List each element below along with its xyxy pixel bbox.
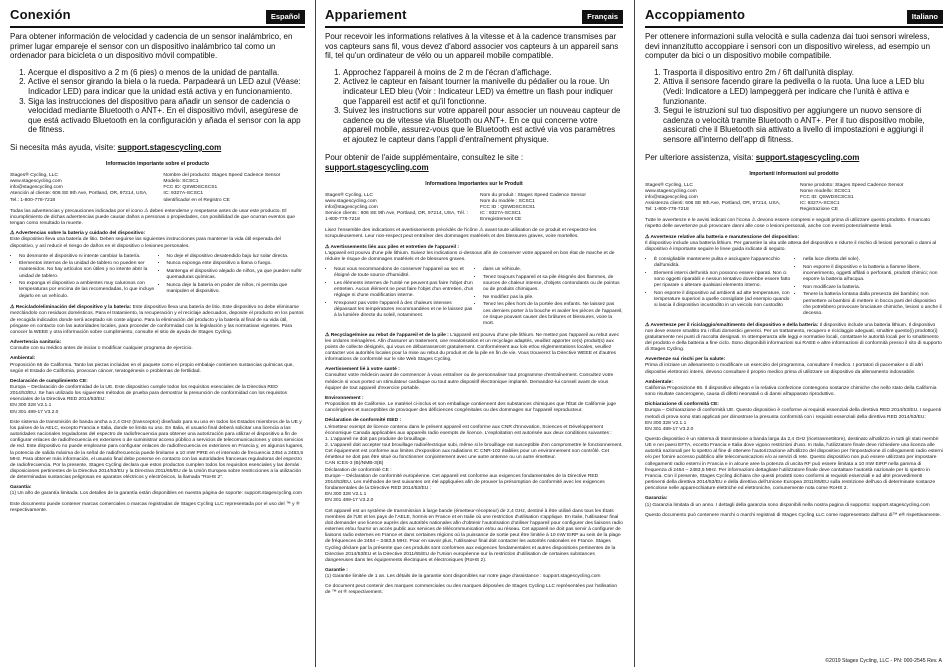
column-divider (634, 0, 635, 667)
step-item: 2. Active el sensor girando la biela o la rueda. Parpadeará un LED azul (Véase: Indicador LED) para indicar que la unidad está activa y en funcionamiento. (28, 77, 305, 96)
step-item: 1. Approchez l'appareil à moins de 2 m de l'écran d'affichage. (343, 68, 623, 78)
column-italian (645, 0, 943, 667)
recycling-text (325, 333, 623, 364)
section-header (325, 0, 623, 28)
step-item: 1. Trasporta il dispositivo entro 2m / 6ft dall'unità display. (663, 68, 943, 78)
compliance-heading: Déclaration de conformité ISED : (325, 418, 402, 424)
warranty-heading: Garanzia: (645, 496, 668, 502)
support-link[interactable]: support.stagescycling.com (117, 142, 222, 152)
warranty-text: (1) Un año de garantía limitada. Los detalles de la garantía están disponibles en nuestra página de soporte: support.stagescycling.com (10, 491, 302, 497)
contact-block (645, 183, 943, 214)
battery-bullets (10, 254, 305, 302)
recycling-heading: ⚠ Avvertenze per il riciclaggio/smaltimento del dispositivo e della batteria: (645, 322, 819, 328)
language-badge: Español (266, 10, 305, 24)
step-item: 1. Acerque el dispositivo a 2 m (6 pies) o menos de la unidad de pantalla. (28, 68, 305, 78)
bullet-item: • Tenez toujours l'appareil et sa pile éloignés des flammes, de sources de chaleur intense, d'objets contondants ou de pointus ou de produits chimiques. (483, 275, 623, 293)
contact-block (10, 173, 305, 204)
bullet-item: • N'exposez pas votre l'appareil à des chaleurs intenses dépassant les températures recommandées et ne le laissez pas à la lumière directe du soleil, notamment. (334, 301, 474, 319)
product-info-heading: Importanti informazioni sul prodotto (749, 170, 839, 177)
radio-text: Questo dispositivo è un sistema di trasmissione a banda larga da 2,4 GHz (ricetrasmettitore), destinato all'utilizzo in tutti gli stati membri UE e nei paesi EFTA, eccetto Francia e Italia dove vigono restrizioni d'uso. In Italia, l'utilizzatore finale deve richiedere una licenza alle autorità nazionali per lo spettro al fine di ottenere l'autorizzazione all'utilizzo del dispositivo per l'impostazione di collegamenti radio esterni e/o per fornire accesso pubblico alle telecomunicazioni e/o ai servizi di rete. Questo dispositivo non può essere utilizzato per impostare collegamenti radio esterni in Francia e in alcune aree la potenza di uscita RF può essere limitata a 10 mW EIRP nella gamma di frequenza di 2454 – 2483,5 MHz. Per informazioni dettagliate l'utilizzatore finale deve contattare l'autorità nazionale per lo spettro in Francia. Con il presente, Stages Cycling dichiara che questi prodotti sono conformi ai requisiti essenziali e ad altri provvedimenti pertinenti della direttiva 2014/53/EU e della direttiva dell'Unione Europea 2011/65/EU sulla restrizione dell'uso di determinate sostanze pericolose nelle apparecchiature elettriche ed elettroniche, comunemente nota come RoHS 2. (645, 437, 943, 492)
environment-heading: Ambientale: (645, 379, 673, 385)
battery-warning-text: L'appareil est pourvu d'une pile lithium. Suivez les indications ci-dessous afin de conserver votre appareil en bon état de marche et de réduire le risque de dommages matériels et de blessures graves. (325, 250, 615, 262)
contact-block (325, 193, 623, 224)
compliance-text: Europa – Declaración de conformidad de la UE. Este dispositivo cumple todos los requisitos esenciales de la Directiva RED 2014/53/EU. Se han utilizado los siguientes métodos de prueba para demostrar la presunción de conformidad con los requisitos esenciales de la Directiva RED 2014/53/EU: EN 300 328 V2.1.1 EN 301 489-17 V3.2.0 (10, 384, 288, 415)
support-line (325, 153, 623, 173)
health-heading: Avvertenze sui rischi per la salute: (645, 357, 726, 363)
bullet-item: • Elementi interni dell'unità non possono essere riparati. Non ci sono oggetti riparabili e nessun tentativo dovrebbe essere fatto per riparare o alterare qualsiasi elemento interno. (654, 271, 794, 289)
section-title: Accoppiamento (645, 7, 746, 22)
recycling-text (645, 323, 943, 354)
bullet-list-right (158, 254, 306, 302)
step-item: 2. Activez le capteur en faisant tourner la manivelle du pédalier ou la roue. Un indicateur LED bleu (Voir : Indicateur LED) va émettre un flash pour indiquer que l'appareil est actif et qu'il fonctionne. (343, 77, 623, 106)
column-divider (315, 0, 316, 667)
pairing-steps (10, 68, 305, 135)
compliance-heading: Dichiarazione di conformità CE: (645, 402, 719, 408)
warning-intro: Lisez l'ensemble des indications et avertissements précédés de l'icône ⚠ avant toute utilisation de ce produit et respectez-les scrupuleusement. Leur non-respect peut entraîner des dommages matériels et des blessures graves, voire mortelles. (325, 228, 597, 240)
bullet-list-right (474, 267, 623, 328)
health-text: Consultez votre médecin avant de commencer à vous entraîner ou de personnaliser tout programme d'entraînement. Consultez votre médecin si vous portez un stimulateur cardiaque ou tout autre dispositif électronique implanté. Demandez-lui conseil avant de vous équiper de tout appareil d'exercice portable. (325, 373, 614, 391)
support-text: Pour obtenir de l'aide supplémentaire, consultez le site : (325, 152, 524, 162)
step-item: 2. Attiva il sensore facendo girare la pedivella o la ruota. Una luce a LED blu (Vedi: Indicatore a LED) lampeggerà per indicare che l'unità è attiva e funzionante. (663, 77, 943, 106)
step-item: 3. Siga las instrucciones del dispositivo para añadir un sensor de cadencia o velocidad mediante Bluetooth o ANT+. En el dispositivo móvil, asegúrese de que está activado Bluetooth en la configuración y añada el sensor con la app de fitness. (28, 97, 305, 135)
intro-paragraph: Para obtener información de velocidad y cadencia de un sensor inalámbrico, en primer lugar empareje el sensor con un dispositivo inalámbrico tal como un ordenador para bicicleta o un dispositivo móvil compatible. (10, 32, 293, 61)
support-text: Si necesita más ayuda, visite: (10, 142, 116, 152)
warranty-text: (1) Garantie limitée de 1 an. Les détails de la garantie sont disponibles sur notre page d'assistance : support.stagescycling.com (325, 574, 601, 580)
radio-text: Cet appareil est un système de transmission à large bande (émetteur-récepteur) de 2,4 GHz, destiné à être utilisé dans tous les États membres de l'UE et les pays de l'AELE, hormis en France et en Italie où une restriction d'utilisation s'applique. En Italie, l'utilisateur final doit demander une licence auprès des autorités nationales afin d'obtenir l'autorisation d'utiliser l'appareil pour configurer des liaisons radio externes et/ou fournir un accès public aux services de télécommunication et/ou au réseau. Cet appareil ne doit pas servir à configurer de liaisons radio externes en France et dans certaines régions où la puissance de sortie peut être limitée à 10 mW EIRP au sein de la plage de fréquences de 2454 – 2483,5 MHz. Pour en savoir plus, l'utilisateur final doit contacter les autorités nationales en France. Stages Cycling déclare par la présente que ces produits sont conformes aux exigences fondamentales et autres dispositions pertinentes de la Directive 2014/53/EU et la Directive 2011/65/EU de l'Union européenne sur la restriction d'utilisation de certaines substances dangereuses dans les équipements électriques et électroniques (RoHS 2). (325, 508, 623, 563)
environment-heading: Environnement : (325, 395, 364, 401)
recycling-text (10, 305, 305, 336)
step-item: 3. Segui le istruzioni sul tuo dispositivo per aggiungere un nuovo sensore di cadenza o velocità tramite Bluetooth o ANT+. Per il tuo dispositivo mobile, assicurati che il Bluetooth sia attivato a livello di impostazioni e aggiungi il sensore all'interno dell'app di fitness. (663, 106, 943, 144)
recycling-heading: ⚠ Reciclado/eliminación del dispositivo y la batería: (10, 305, 132, 311)
bullet-item: • nella luce diretta del sole). (803, 257, 943, 263)
copyright-footer: ©2019 Stages Cycling, LLC - PN: 000-2545 Rev. A (825, 658, 942, 664)
company-contact: Stages® Cycling, LLC www.stagescycling.com info@stagescycling.com Atención al cliente: 606 SE 9th Ave, Portland, OR, 97214, USA, Tel.: 1-800-778-7218 (10, 172, 148, 203)
intro-paragraph: Pour recevoir les informations relatives à la vitesse et à la cadence transmises par vos capteurs sans fil, vous devez d'abord associer vos capteurs à un appareil sans fil, tel qu'un ordinateur de vélo ou un appareil mobile compatible. (325, 32, 619, 61)
warning-intro: Tutte le avvertenze e le avvisi indicati con l'icona ⚠ devono essere compresi e seguiti prima di utilizzare questo prodotto. Il mancato rispetto delle avvertenze può provocare danni alle cose o lesioni personali, anche con eventi potenzialmente letali. (645, 218, 931, 230)
bullet-list-right (794, 257, 943, 318)
bullet-item: • Elementos internos de la unidad de tablero no pueden ser mantenidos. No hay artículos son útiles y no intente abrir la unidad de tablero. (19, 261, 158, 279)
product-ids: Nombre del producto: Stages Speed Cadence Sensor Modelo: SCSC1 FCC ID: QSWDSCSCS1 IC: 9327A-SCSC1 Identificador en el Registro CE (163, 172, 281, 203)
battery-bullets (645, 257, 943, 318)
pairing-steps (325, 68, 623, 145)
bullet-list-left (10, 254, 158, 302)
health-text: Consulte con su médico antes de iniciar o modificar cualquier programa de ejercicio. (10, 346, 193, 352)
warranty-heading: Garantía: (10, 485, 32, 491)
bullet-list-left (325, 267, 474, 328)
radio-text: Este sistema de transmisión de banda ancha a 2,4 GHz (transceptor) diseñado para su uso en todos los Estados miembros de la UE y los países de la AELC, excepto Francia e Italia, donde se limita su uso. En Italia, el usuario final deberá solicitar una licencia a las autoridades nacionales reguladoras del espectro de radiofrecuencia para obtener una autorización para utilizar el dispositivo a fin de configurar enlaces de radiofrecuencia en exteriores o de suministrar acceso público a servicios de telecomunicaciones y otros servicios de red. Este dispositivo no puede emplearse para configurar enlaces de radiofrecuencia en exteriores en Francia y, en algunos lugares, la potencia de salida máxima de la señal de radiofrecuencia puede limitarse a 10 mW PIRE en el intervalo de frecuencia 2454 a 2483,5 MHz. Para obtener más información, el usuario final debe ponerse en contacto con las autoridades francesas reguladoras del espectro de radiofrecuencia. Por la presente, Stages Cycling declara que estos productos cumplen todos los requisitos esenciales y las demás disposiciones pertinentes de la Directiva 2014/53/EU y la Directiva 2011/65/EU de la Unión Europea sobre restricciones a la utilización de determinadas sustancias peligrosas en aparatos eléctricos y electrónicos, la llamada "RoHS 2". (10, 419, 304, 481)
trademark-text: Este documento puede contener marcas comerciales o marcas registradas de Stages Cycling LLC representada por el uso del ™ y ® respectivamente. (10, 501, 300, 513)
section-header (645, 0, 943, 28)
recycling-body: Il dispositivo include una batteria lithium. Il dispositivo non deve essere smaltito tra i rifiuti domestici generici. Per un trattamento, recupero e riciclaggio adeguati, smaltire questo(i) prodotto(i) gratuitamente nei punti di raccolta designati. In ottemperanza alle leggi e normative locali, contattare le autorità locali per lo smaltimento del prodotto e della batteria a fine ciclo. Sono disponibili informazioni sui RAEE e altre informazioni di conformità presso il sito di supporto di Stages Cycling. (645, 322, 942, 353)
battery-warning-heading: ⚠ Avertissements liés aux piles et entretien de l'appareil : (325, 244, 460, 250)
bullet-item: • Tenere la batteria lontana dalla presenza dei bambini; non permettere ai bambini di mettere in bocca parti del dispositivo che potrebbero provocare bruciature chimiche, lesioni o anche il decesso. (803, 292, 943, 317)
environment-text: California Proposizione 65. Il dispositivo allegato e la relativa confezione contengono sostanze chimiche che nello stato della California sono risultate cancerogene, causa di difetti neonatali o di danni all'apparato riproduttivo. (645, 385, 937, 398)
bullet-item: • Non esporre il dispositivo e la batteria a fiamme libere, incenerimento, oggetti affilati o perforanti, prodotti chimici; non esporre la batteria all'acqua. (803, 265, 943, 283)
intro-paragraph: Per ottenere informazioni sulla velocità e sulla cadenza dai tuoi sensori wireless, devi innanzitutto accoppiare i sensori con un dispositivo wireless, ad esempio un computer da bici o un dispositivo mobile compatibile. (645, 32, 931, 61)
bullet-list-left (645, 257, 794, 318)
language-badge: Italiano (907, 10, 943, 24)
compliance-text: Europa – Dichiarazione di conformità UE. Questo dispositivo è conforme ai requisiti essenziali della direttiva RED 2014/53/EU. I seguenti metodi di prova sono stati applicati per dimostrare la presunta conformità con i requisiti essenziali della direttiva RED 2014/53/EU: EN 300 328 V2.1.1 EN 301 489-17 V3.2.0 (645, 408, 942, 432)
fine-print (10, 173, 305, 514)
battery-warning-heading: ⚠ Advertencias sobre la batería y cuidado del dispositivo: (10, 231, 146, 237)
support-link[interactable]: support.stagescycling.com (325, 162, 429, 172)
health-heading: Avertissement lié à votre santé : (325, 367, 400, 373)
warning-intro: Todas las advertencias y precauciones indicadas por el icono ⚠ deben entenderse y respetarse antes de usar este producto. El incumplimiento de dichas advertencias puede causar daños a personas o propiedades, con posibilidad de que ocurran eventos que tengan como resultado la muerte. (10, 208, 295, 227)
bullet-item: • dans un véhicule. (483, 267, 623, 273)
column-french (325, 0, 623, 667)
support-line (645, 153, 943, 163)
bullet-item: • Tenez les piles hors de la portée des enfants. Ne laissez pas ces derniers porter à la bouche et avaler les pièces de l'appareil, ce risque pouvant causer des brûlures et blessures, voire la mort. (483, 302, 623, 327)
bullet-item: • Nunca exponga este dispositivo a llama o fuego. (167, 261, 306, 267)
bullet-item: • No exponga el dispositivo a ambientes muy calurosos con temperaturas por encima de las recomendadas, lo que incluye dejarlo en un vehículo. (19, 281, 158, 299)
recycling-body: L'appareil est pourvu d'une pile lithium. Ne mettez pas l'appareil au rebut avec les ordures ménagères. Afin d'assurer un traitement, une revalorisation et un recyclage adaptés, veuillez apporter ce(s) produit(s) aux points de collecte désignés, qui vous en débarrasseront gratuitement. Conformément aux lois et/ou réglementations locales, veuillez contacter vos autorités locales pour la mise au rebut du produit et de la pile en fin de vie. Vous trouverez la Directive WEEE et d'autres informations de conformité sur le site Web Stages Cycling. (325, 332, 620, 363)
bullet-item: • Nunca deje la batería en poder de niños, ni permita que manipulen el dispositivo. (167, 283, 306, 295)
trademark-text: Ce document peut contenir des marques commerciales ou des marques déposées de Stages Cycling LLC représentées par l'utilisation de ™ et ® respectivement. (325, 584, 618, 596)
language-badge: Français (582, 10, 623, 24)
section-header (10, 0, 305, 28)
pairing-steps (645, 68, 943, 145)
trademark-text: Questo documento può contenere marchi o marchi registrati di Stages Cycling LLC come rappresentato dall'uso di™ e® rispettivamente. (645, 512, 941, 518)
product-info-heading: Informations Importantes sur le Produit (425, 180, 523, 187)
product-ids: Nome prodotto: Stages Speed Cadence Sensor Nome modello: SCSC1 FCC ID: QSWDSCSCS1 IC: 9327A-SCSC1 Registrazione CE (799, 182, 904, 213)
section-title: Conexión (10, 7, 71, 22)
company-contact: Stages® Cycling, LLC www.stagescycling.com info@stagescycling.com Service clients : 606 SE 9th Ave, Portland, OR, 97214, USA, Tél. : 1-800-778-7218 (325, 192, 468, 223)
battery-bullets (325, 267, 623, 328)
battery-warning-heading: ⚠ Avvertenze relative alla batteria e manutenzione del dispositivo: (645, 234, 800, 240)
support-text: Per ulteriore assistenza, visita: (645, 152, 754, 162)
product-ids: Nom du produit : Stages Speed Cadence Sensor Nom du modèle : SCSC1 FCC ID : QSWDSCSCS1 IC : 9327A-SCSC1 Enregistrement CE (479, 192, 586, 223)
compliance-heading: Declaración de cumplimiento CE: (10, 378, 88, 384)
environment-text: Proposición 65 de California. Tanto las piezas incluidas en el paquete como el propio embalaje contienen sustancias químicas que, según el Estado de California, provocan cáncer, teratogénesis o problemas de fertilidad. (10, 362, 294, 374)
product-info-heading: Información importante sobre el producto (105, 160, 210, 167)
support-link[interactable]: support.stagescycling.com (755, 152, 860, 162)
bullet-item: • Les éléments internes de l'unité ne peuvent pas faire l'objet d'un entretien. Aucun élément ne peut faire l'objet d'un entretien, d'un réglage ni d'une modification interne. (334, 281, 474, 299)
health-text: Prima di iniziare un allenamento o modificare un esercizio del programma, consultare il medico. I portatori di pacemaker o di altri dispositivi elettronici interni, devono consultare il proprio medico prima di utilizzare un dispositivo da allenamento indossabile. (645, 363, 923, 375)
bullet-item: • Mantenga el dispositivo alejado de niños, ya que pueden sufrir quemaduras químicas. (167, 269, 306, 281)
bullet-item: • Nous vous recommandons de conserver l'appareil au sec et éloigné de toute source d'humidité. (334, 267, 474, 279)
warranty-text: (1) Garanzia limitata di un anno. I dettagli della garanzia sono disponibili nella nostra pagina di supporto: support.stagescycling.com (645, 502, 930, 508)
environment-text: Proposition 65 de Californie. Le matériel ci-inclus et son emballage contiennent des substances chimiques que l'État de Californie juge cancérigènes et susceptibles de provoquer des déficiences congénitales ou des dommages sur l'appareil reproducteur. (325, 402, 617, 414)
bullet-item: • È consigliabile mantenere pulita e asciugare l'apparecchio dall'umidità. (654, 257, 794, 269)
health-heading: Advertencia sanitaria: (10, 340, 62, 346)
battery-warning-text: Este dispositivo lleva una batería de litio. Deben seguirse las siguientes instrucciones para mantener la vida útil esperada del dispositivo, y así reducir el riesgo de daños en el dispositivo o lesiones personales. (10, 237, 281, 249)
battery-warning-text: Il dispositivo include una batteria lithium. Per garantire la vita utile attesa del dispositivo e ridurre il rischio di lesioni personali o danni al dispositivo è importante seguire le linee guida indicate di seguito. (645, 240, 937, 252)
bullet-item: • No desmonte el dispositivo ni intente cambiar la batería. (19, 254, 158, 260)
section-title: Appariement (325, 7, 407, 22)
step-item: 3. Suivez les instructions sur votre appareil pour associer un nouveau capteur de cadence ou de vitesse via Bluetooth ou ANT+. En ce qui concerne votre appareil mobile, assurez-vous que le Bluetooth est activé via vos paramètres et ajoutez le capteur dans l'appli d'entraînement physique. (343, 106, 623, 144)
column-spanish (10, 0, 305, 667)
compliance-text: L'émetteur exempt de licence contenu dans le présent appareil est conforme aux CNR d'Innovation, Sciences et Développement économique Canada applicables aux appareils radio exempts de licence. L'exploitation est autorisée aux deux conditions suivantes : 1. L'appareil ne doit pas produire de brouillage. 2. L'appareil doit accepter tout brouillage radioélectrique subi, même si le brouillage est susceptible d'en compromettre le fonctionnement. Cet équipement est conforme aux limites d'exposition aux radiations IC CNR-102 établies pour un environnement non contrôlé. Cet émetteur ne doit pas être situé ou fonctionner conjointement avec une autre antenne ou un autre émetteur. CAN ICES-3 (B)/NMB-3(B) Déclaration de conformité CE : Europe – Déclaration de conformité européenne. Cet appareil est conforme aux exigences fondamentales de la Directive RED 2014/53/EU. Les méthodes de test suivantes ont été appliquées afin de prouver la présomption de conformité avec les exigences fondamentales de la Directive RED 2014/53/EU : EN 300 328 V2.1.1 EN 301 489-17 V3.2.0 (325, 424, 623, 504)
bullet-item: • Non esporre il dispositivo ad ambienti ad alte temperature, con temperature superiori a quelle consigliate (ad esempio quando si lascia il dispositivo incustodito in un veicolo non custodito (654, 291, 794, 309)
support-line (10, 143, 305, 153)
recycling-body: Este dispositivo lleva una batería de litio. Este dispositivo no debe eliminarse mezclándolo con residuos domésticos. Para el tratamiento, la recuperación y el reciclaje adecuados, deposite el producto en los puntos de recogida indicados donde será aceptado sin coste alguno. Para la eliminación del producto y la batería al final de su vida útil, póngase en contacto con las autoridades locales, para proceder de conformidad con la legislación y las normativas vigentes. Para conocer la WEEE y otra información sobre cumplimiento, consulte el sitio de ayuda de Stages Cycling. (10, 305, 304, 335)
recycling-heading: ⚠ Recyclage/mise au rebut de l'appareil et de la pile : (325, 332, 449, 338)
environment-heading: Ambiental: (10, 356, 36, 362)
company-contact: Stages® Cycling, LLC www.stagescycling.com info@stagescycling.com Assistenza clienti: 606 SE 9th Ave, Portland, OR, 97214, USA, Tel: 1-800-778-7218 (645, 182, 781, 213)
bullet-item: • No deje el dispositivo desatendido bajo luz solar directa. (167, 254, 306, 260)
fine-print (645, 183, 943, 519)
warranty-heading: Garantie : (325, 567, 348, 573)
bullet-item: • Non modificare la batteria. (803, 285, 943, 291)
fine-print (325, 193, 623, 597)
bullet-item: • Ne modifiez pas la pile. (483, 295, 623, 301)
